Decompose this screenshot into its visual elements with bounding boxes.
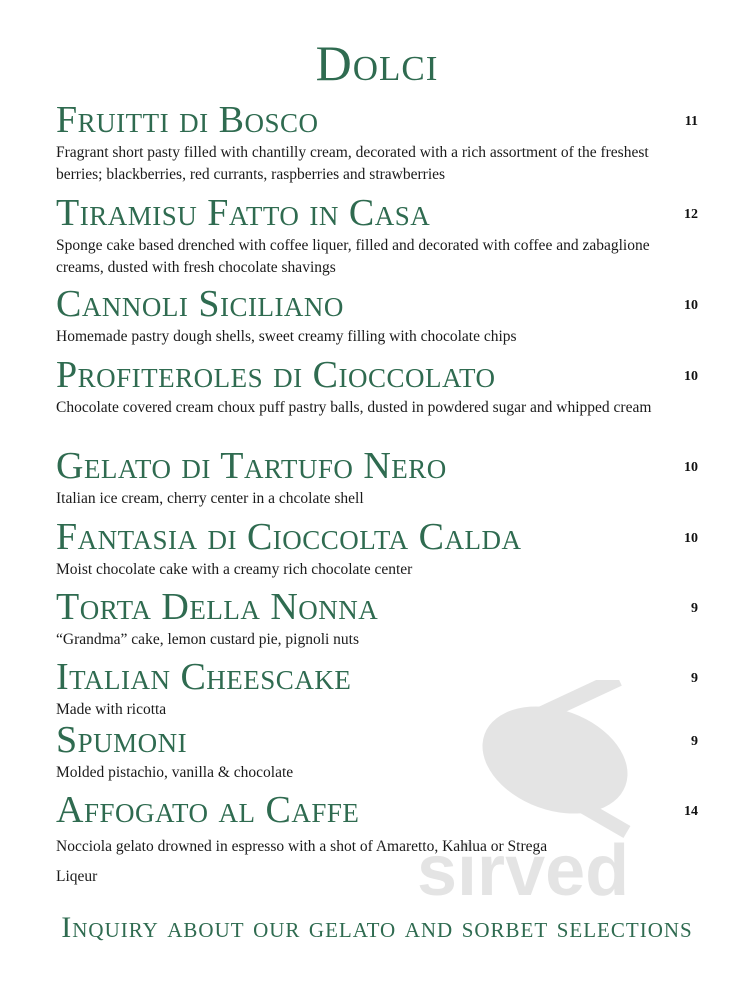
- item-price: 12: [684, 207, 698, 222]
- menu-item: [56, 657, 698, 721]
- item-description: Molded pistachio, vanilla & chocolate: [56, 764, 294, 781]
- menu-title: Dolci: [315, 35, 439, 91]
- item-description: Italian ice cream, cherry center in a chcolate shell: [56, 490, 364, 507]
- item-description: “Grandma” cake, lemon custard pie, pignoli nuts: [56, 631, 360, 648]
- menu-item: [56, 100, 698, 185]
- item-name: Fruitti di Bosco: [56, 99, 319, 141]
- item-name: Gelato di Tartufo Nero: [56, 445, 447, 487]
- item-price: 9: [691, 601, 698, 616]
- item-name: Affogato al Caffe: [56, 789, 360, 831]
- item-name: Profiteroles di Cioccolato: [56, 354, 496, 396]
- menu-item: [56, 587, 698, 651]
- item-name: Cannoli Siciliano: [56, 283, 344, 325]
- item-description: Homemade pastry dough shells, sweet creamy filling with chocolate chips: [56, 328, 517, 345]
- item-description: Sponge cake based drenched with coffee liquer, filled and decorated with coffee and zabaglione creams, dusted with fresh chocolate shavings: [56, 237, 650, 276]
- menu-item: [56, 355, 698, 419]
- watermark-text: sirved: [417, 831, 630, 911]
- item-name: Tiramisu Fatto in Casa: [56, 192, 431, 234]
- menu-item: [56, 193, 698, 278]
- item-description: Chocolate covered cream choux puff pastry balls, dusted in powdered sugar and whipped cream: [56, 399, 652, 416]
- item-description: Nocciola gelato drowned in espresso with a shot of Amaretto, Kahlua or Strega Liqeur: [56, 838, 548, 885]
- footer-note: Inquiry about our gelato and sorbet selections: [61, 911, 693, 944]
- item-price: 10: [684, 460, 698, 475]
- item-description: Fragrant short pasty filled with chantilly cream, decorated with a rich assortment of the freshest berries; blackberries, red currants, raspberries and strawberries: [56, 144, 649, 183]
- menu-item: [56, 284, 698, 348]
- item-price: 9: [691, 671, 698, 686]
- menu-item: [56, 517, 698, 581]
- item-price: 10: [684, 531, 698, 546]
- item-price: 10: [684, 298, 698, 313]
- menu-item: [56, 446, 698, 510]
- item-name: Spumoni: [56, 719, 188, 761]
- item-name: Italian Cheescake: [56, 656, 352, 698]
- item-price: 9: [691, 734, 698, 749]
- item-price: 14: [684, 804, 698, 819]
- item-name: Fantasia di Cioccolta Calda: [56, 516, 522, 558]
- item-price: 11: [684, 114, 698, 129]
- item-name: Torta Della Nonna: [56, 586, 379, 628]
- menu-item: [56, 720, 698, 784]
- item-description: Made with ricotta: [56, 701, 167, 718]
- item-description: Moist chocolate cake with a creamy rich chocolate center: [56, 561, 413, 578]
- item-price: 10: [684, 369, 698, 384]
- menu-item: [56, 790, 698, 892]
